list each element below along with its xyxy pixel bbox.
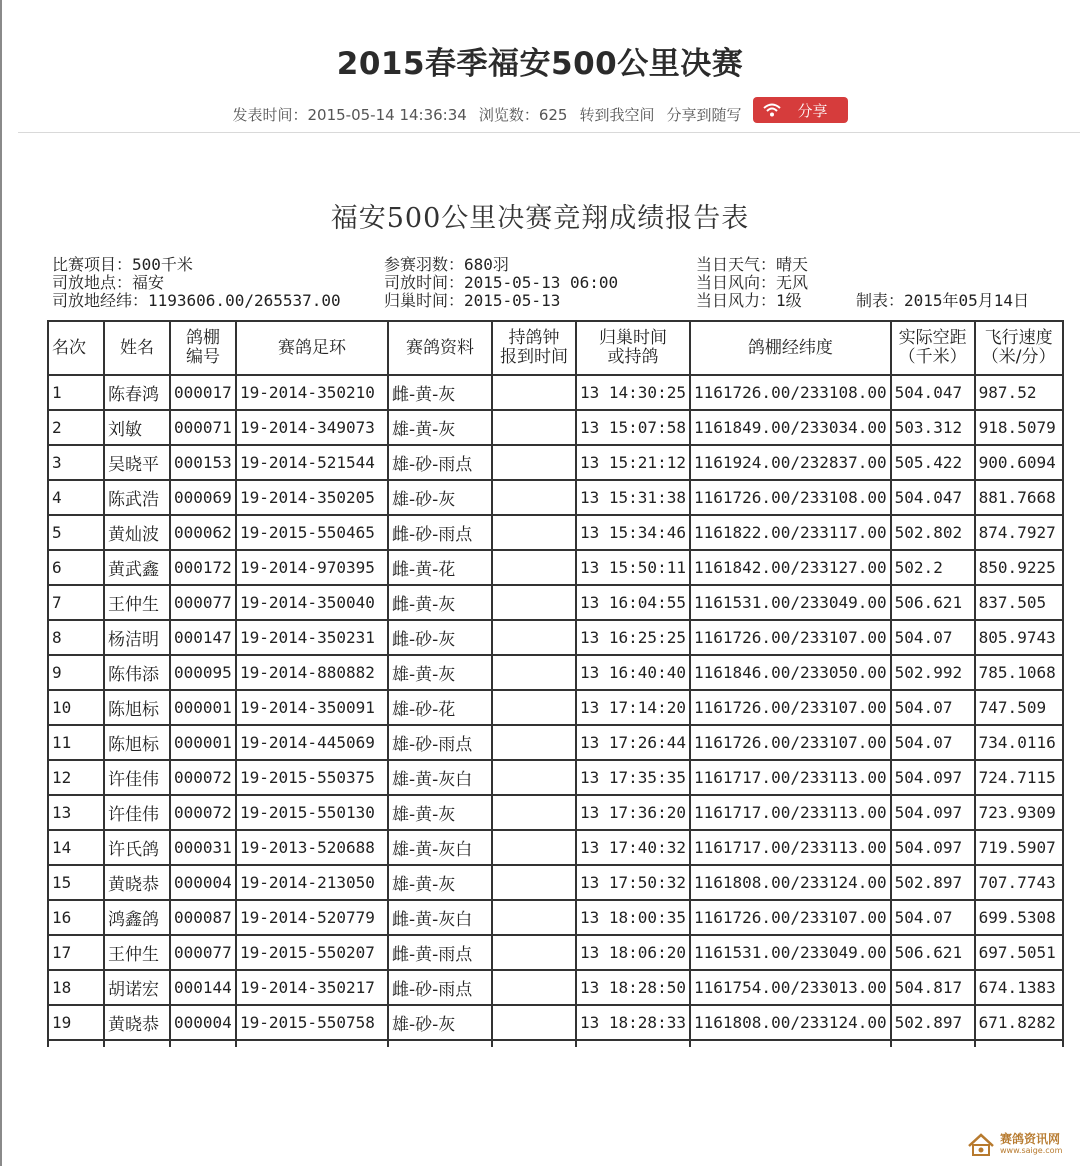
cell-speed: 881.7668	[975, 480, 1063, 515]
cell-distance: 506.621	[891, 585, 975, 620]
site-watermark	[966, 1130, 1074, 1160]
cell-arrival-time: 13 14:30:25	[576, 375, 690, 410]
cell-speed: 874.7927	[975, 515, 1063, 550]
table-row	[48, 480, 1063, 515]
cell-bird-info: 雌-砂-雨点	[388, 970, 492, 1005]
cell-arrival-time: 13 16:25:25	[576, 620, 690, 655]
cell-arrival-time: 13 15:07:58	[576, 410, 690, 445]
cell-loft-coords: 1161717.00/233113.00	[690, 830, 891, 865]
cell-loft-no: 000004	[170, 1005, 236, 1040]
watermark-site-url: www.saige.com	[1000, 1146, 1063, 1155]
cell-clock-time	[492, 970, 576, 1005]
cell-cutoff	[576, 1040, 690, 1047]
cell-cutoff	[891, 1040, 975, 1047]
table-row	[48, 865, 1063, 900]
cell-rank: 15	[48, 865, 104, 900]
cell-name: 陈旭标	[104, 690, 170, 725]
cell-distance: 502.897	[891, 865, 975, 900]
cell-bird-info: 雄-黄-灰	[388, 795, 492, 830]
article-title: 2015春季福安500公里决赛	[336, 46, 744, 82]
cell-loft-no: 000147	[170, 620, 236, 655]
cell-ring: 19-2015-550465	[236, 515, 388, 550]
cell-loft-coords: 1161726.00/233107.00	[690, 690, 891, 725]
cell-loft-coords: 1161531.00/233049.00	[690, 585, 891, 620]
info-return-time: 归巢时间：2015-05-13	[384, 291, 561, 310]
cell-bird-info: 雄-砂-雨点	[388, 445, 492, 480]
cell-name: 陈旭标	[104, 725, 170, 760]
info-wind-direction: 当日风向：无风	[696, 273, 809, 292]
cell-speed: 785.1068	[975, 655, 1063, 690]
cell-bird-info: 雌-黄-灰	[388, 375, 492, 410]
table-row-cutoff	[48, 1040, 1063, 1047]
cell-bird-info: 雌-黄-雨点	[388, 935, 492, 970]
cell-loft-no: 000031	[170, 830, 236, 865]
cell-ring: 19-2014-521544	[236, 445, 388, 480]
cell-ring: 19-2014-350040	[236, 585, 388, 620]
info-release-time: 司放时间：2015-05-13 06:00	[384, 273, 619, 292]
cell-ring: 19-2015-550207	[236, 935, 388, 970]
header-speed: 飞行速度 （米/分）	[975, 321, 1063, 375]
cell-distance: 506.621	[891, 935, 975, 970]
cell-clock-time	[492, 550, 576, 585]
cell-name: 吴晓平	[104, 445, 170, 480]
table-row	[48, 830, 1063, 865]
cell-distance: 503.312	[891, 410, 975, 445]
cell-speed: 805.9743	[975, 620, 1063, 655]
info-event: 比赛项目：500千米	[52, 255, 193, 274]
cell-arrival-time: 13 16:40:40	[576, 655, 690, 690]
cell-bird-info: 雌-砂-雨点	[388, 515, 492, 550]
cell-bird-info: 雄-黄-灰	[388, 410, 492, 445]
cell-speed: 850.9225	[975, 550, 1063, 585]
cell-distance: 504.097	[891, 760, 975, 795]
cell-ring: 19-2014-445069	[236, 725, 388, 760]
cell-loft-no: 000072	[170, 795, 236, 830]
info-weather: 当日天气：晴天	[696, 255, 809, 274]
cell-name: 胡诺宏	[104, 970, 170, 1005]
cell-clock-time	[492, 375, 576, 410]
cell-speed: 674.1383	[975, 970, 1063, 1005]
header-loft-no: 鸽棚 编号	[170, 321, 236, 375]
cell-loft-no: 000095	[170, 655, 236, 690]
cell-arrival-time: 13 17:14:20	[576, 690, 690, 725]
cell-bird-info: 雌-砂-灰	[388, 620, 492, 655]
share-button-label: 分享	[797, 101, 828, 120]
cell-loft-no: 000071	[170, 410, 236, 445]
watermark-site-name: 赛鸽资讯网	[1000, 1132, 1061, 1146]
cell-cutoff	[388, 1040, 492, 1047]
cell-rank: 1	[48, 375, 104, 410]
cell-rank: 9	[48, 655, 104, 690]
cell-name: 黄灿波	[104, 515, 170, 550]
report-title: 福安500公里决赛竞翔成绩报告表	[330, 203, 750, 234]
cell-rank: 3	[48, 445, 104, 480]
cell-speed: 918.5079	[975, 410, 1063, 445]
cell-rank: 7	[48, 585, 104, 620]
cell-loft-coords: 1161726.00/233108.00	[690, 480, 891, 515]
cell-ring: 19-2015-550130	[236, 795, 388, 830]
table-row	[48, 550, 1063, 585]
cell-loft-coords: 1161531.00/233049.00	[690, 935, 891, 970]
cell-distance: 504.047	[891, 480, 975, 515]
cell-arrival-time: 13 17:36:20	[576, 795, 690, 830]
cell-name: 王仲生	[104, 585, 170, 620]
to-my-space-link[interactable]: 转到我空间	[579, 105, 655, 124]
cell-cutoff	[170, 1040, 236, 1047]
wifi-share-icon	[763, 103, 781, 117]
table-row	[48, 760, 1063, 795]
cell-clock-time	[492, 655, 576, 690]
cell-clock-time	[492, 795, 576, 830]
share-to-note-link[interactable]: 分享到随写	[666, 105, 742, 124]
cell-name: 许佳伟	[104, 760, 170, 795]
cell-rank: 16	[48, 900, 104, 935]
cell-loft-no: 000153	[170, 445, 236, 480]
cell-loft-coords: 1161726.00/233107.00	[690, 725, 891, 760]
cell-speed: 697.5051	[975, 935, 1063, 970]
publish-time: 发表时间：2015-05-14 14:36:34	[232, 105, 467, 124]
results-table	[47, 320, 1064, 1047]
cell-arrival-time: 13 17:26:44	[576, 725, 690, 760]
cell-bird-info: 雄-砂-花	[388, 690, 492, 725]
cell-speed: 837.505	[975, 585, 1063, 620]
cell-arrival-time: 13 17:35:35	[576, 760, 690, 795]
cell-speed: 734.0116	[975, 725, 1063, 760]
article-meta-bar	[0, 96, 1080, 132]
cell-distance: 502.992	[891, 655, 975, 690]
cell-loft-no: 000077	[170, 935, 236, 970]
cell-clock-time	[492, 900, 576, 935]
cell-name: 陈武浩	[104, 480, 170, 515]
header-divider	[18, 132, 1080, 133]
table-header-row	[48, 321, 1063, 375]
cell-bird-info: 雄-黄-灰	[388, 865, 492, 900]
table-row	[48, 970, 1063, 1005]
cell-bird-info: 雄-黄-灰	[388, 655, 492, 690]
cell-bird-info: 雌-黄-花	[388, 550, 492, 585]
cell-loft-coords: 1161924.00/232837.00	[690, 445, 891, 480]
info-column-1	[52, 256, 341, 310]
cell-rank: 17	[48, 935, 104, 970]
cell-ring: 19-2015-550375	[236, 760, 388, 795]
header-bird-info: 赛鸽资料	[388, 321, 492, 375]
info-wind-force: 当日风力：1级	[696, 291, 802, 310]
info-column-3	[696, 256, 808, 310]
left-border	[0, 0, 2, 1166]
cell-loft-coords: 1161726.00/233107.00	[690, 900, 891, 935]
cell-cutoff	[975, 1040, 1063, 1047]
table-row	[48, 655, 1063, 690]
header-rank: 名次	[48, 321, 104, 375]
table-row	[48, 410, 1063, 445]
cell-loft-no: 000004	[170, 865, 236, 900]
cell-loft-no: 000062	[170, 515, 236, 550]
cell-ring: 19-2014-880882	[236, 655, 388, 690]
cell-arrival-time: 13 15:34:46	[576, 515, 690, 550]
cell-loft-coords: 1161808.00/233124.00	[690, 865, 891, 900]
cell-rank: 4	[48, 480, 104, 515]
cell-name: 许佳伟	[104, 795, 170, 830]
info-release-place: 司放地点：福安	[52, 273, 165, 292]
header-clock-time: 持鸽钟 报到时间	[492, 321, 576, 375]
info-made-date: 制表：2015年05月14日	[856, 291, 1030, 310]
cell-clock-time	[492, 865, 576, 900]
info-column-2	[384, 256, 618, 310]
cell-bird-info: 雌-黄-灰白	[388, 900, 492, 935]
table-row	[48, 375, 1063, 410]
cell-cutoff	[690, 1040, 891, 1047]
cell-ring: 19-2015-550758	[236, 1005, 388, 1040]
cell-speed: 747.509	[975, 690, 1063, 725]
cell-arrival-time: 13 16:04:55	[576, 585, 690, 620]
cell-loft-no: 000087	[170, 900, 236, 935]
cell-distance: 505.422	[891, 445, 975, 480]
cell-clock-time	[492, 410, 576, 445]
cell-rank: 8	[48, 620, 104, 655]
view-count: 浏览数：625	[478, 105, 568, 124]
cell-loft-coords: 1161717.00/233113.00	[690, 795, 891, 830]
cell-loft-coords: 1161842.00/233127.00	[690, 550, 891, 585]
cell-clock-time	[492, 690, 576, 725]
cell-loft-coords: 1161808.00/233124.00	[690, 1005, 891, 1040]
header-name: 姓名	[104, 321, 170, 375]
cell-rank: 19	[48, 1005, 104, 1040]
cell-ring: 19-2014-350210	[236, 375, 388, 410]
cell-clock-time	[492, 445, 576, 480]
cell-arrival-time: 13 18:06:20	[576, 935, 690, 970]
cell-distance: 504.07	[891, 725, 975, 760]
cell-distance: 504.817	[891, 970, 975, 1005]
cell-rank: 5	[48, 515, 104, 550]
cell-arrival-time: 13 15:50:11	[576, 550, 690, 585]
cell-loft-no: 000001	[170, 725, 236, 760]
cell-clock-time	[492, 725, 576, 760]
cell-name: 杨洁明	[104, 620, 170, 655]
cell-arrival-time: 13 15:31:38	[576, 480, 690, 515]
cell-bird-info: 雄-砂-灰	[388, 1005, 492, 1040]
cell-distance: 504.07	[891, 620, 975, 655]
info-entries: 参赛羽数：680羽	[384, 255, 509, 274]
cell-clock-time	[492, 935, 576, 970]
cell-clock-time	[492, 515, 576, 550]
cell-rank: 12	[48, 760, 104, 795]
cell-loft-no: 000072	[170, 760, 236, 795]
cell-arrival-time: 13 18:28:33	[576, 1005, 690, 1040]
cell-distance: 504.07	[891, 900, 975, 935]
cell-name: 黄武鑫	[104, 550, 170, 585]
table-row	[48, 515, 1063, 550]
cell-rank: 2	[48, 410, 104, 445]
cell-ring: 19-2013-520688	[236, 830, 388, 865]
header-distance: 实际空距 （千米）	[891, 321, 975, 375]
cell-loft-no: 000144	[170, 970, 236, 1005]
cell-speed: 719.5907	[975, 830, 1063, 865]
cell-ring: 19-2014-350091	[236, 690, 388, 725]
table-row	[48, 795, 1063, 830]
cell-loft-coords: 1161846.00/233050.00	[690, 655, 891, 690]
cell-speed: 699.5308	[975, 900, 1063, 935]
cell-distance: 502.2	[891, 550, 975, 585]
cell-cutoff	[236, 1040, 388, 1047]
cell-loft-no: 000077	[170, 585, 236, 620]
cell-rank: 6	[48, 550, 104, 585]
cell-arrival-time: 13 17:50:32	[576, 865, 690, 900]
cell-ring: 19-2014-970395	[236, 550, 388, 585]
cell-loft-no: 000017	[170, 375, 236, 410]
cell-ring: 19-2014-350231	[236, 620, 388, 655]
cell-bird-info: 雄-砂-雨点	[388, 725, 492, 760]
cell-ring: 19-2014-349073	[236, 410, 388, 445]
cell-bird-info: 雄-黄-灰白	[388, 830, 492, 865]
cell-clock-time	[492, 620, 576, 655]
cell-loft-coords: 1161822.00/233117.00	[690, 515, 891, 550]
cell-loft-coords: 1161754.00/233013.00	[690, 970, 891, 1005]
cell-speed: 707.7743	[975, 865, 1063, 900]
cell-cutoff	[104, 1040, 170, 1047]
watermark-text	[1000, 1133, 1062, 1157]
cell-ring: 19-2014-350205	[236, 480, 388, 515]
cell-name: 刘敏	[104, 410, 170, 445]
share-button[interactable]	[753, 97, 847, 123]
cell-rank: 18	[48, 970, 104, 1005]
cell-bird-info: 雄-黄-灰白	[388, 760, 492, 795]
cell-distance: 504.047	[891, 375, 975, 410]
cell-speed: 723.9309	[975, 795, 1063, 830]
header-arrival: 归巢时间 或持鸽	[576, 321, 690, 375]
cell-loft-coords: 1161717.00/233113.00	[690, 760, 891, 795]
header-ring: 赛鸽足环	[236, 321, 388, 375]
cell-clock-time	[492, 1005, 576, 1040]
cell-loft-coords: 1161726.00/233107.00	[690, 620, 891, 655]
table-row	[48, 900, 1063, 935]
cell-name: 鸿鑫鸽	[104, 900, 170, 935]
info-release-coords: 司放地经纬：1193606.00/265537.00	[52, 291, 341, 310]
cell-name: 王仲生	[104, 935, 170, 970]
cell-distance: 504.07	[891, 690, 975, 725]
cell-loft-no: 000001	[170, 690, 236, 725]
table-row	[48, 585, 1063, 620]
cell-rank: 11	[48, 725, 104, 760]
cell-loft-no: 000172	[170, 550, 236, 585]
cell-distance: 502.897	[891, 1005, 975, 1040]
table-row	[48, 725, 1063, 760]
cell-rank: 13	[48, 795, 104, 830]
cell-clock-time	[492, 480, 576, 515]
cell-speed: 900.6094	[975, 445, 1063, 480]
cell-name: 黄晓恭	[104, 1005, 170, 1040]
cell-cutoff	[48, 1040, 104, 1047]
cell-speed: 724.7115	[975, 760, 1063, 795]
cell-speed: 987.52	[975, 375, 1063, 410]
cell-ring: 19-2014-520779	[236, 900, 388, 935]
cell-cutoff	[492, 1040, 576, 1047]
cell-arrival-time: 13 17:40:32	[576, 830, 690, 865]
table-row	[48, 690, 1063, 725]
cell-loft-no: 000069	[170, 480, 236, 515]
cell-loft-coords: 1161726.00/233108.00	[690, 375, 891, 410]
cell-bird-info: 雄-砂-灰	[388, 480, 492, 515]
cell-name: 许氏鸽	[104, 830, 170, 865]
cell-ring: 19-2014-350217	[236, 970, 388, 1005]
cell-arrival-time: 13 15:21:12	[576, 445, 690, 480]
table-row	[48, 1005, 1063, 1040]
cell-name: 陈伟添	[104, 655, 170, 690]
header-loft-coords: 鸽棚经纬度	[690, 321, 891, 375]
cell-arrival-time: 13 18:00:35	[576, 900, 690, 935]
cell-name: 黄晓恭	[104, 865, 170, 900]
cell-loft-coords: 1161849.00/233034.00	[690, 410, 891, 445]
cell-rank: 10	[48, 690, 104, 725]
cell-distance: 502.802	[891, 515, 975, 550]
cell-distance: 504.097	[891, 795, 975, 830]
cell-ring: 19-2014-213050	[236, 865, 388, 900]
cell-arrival-time: 13 18:28:50	[576, 970, 690, 1005]
cell-rank: 14	[48, 830, 104, 865]
cell-clock-time	[492, 585, 576, 620]
table-row	[48, 935, 1063, 970]
cell-clock-time	[492, 760, 576, 795]
table-row	[48, 445, 1063, 480]
cell-speed: 671.8282	[975, 1005, 1063, 1040]
cell-name: 陈春鸿	[104, 375, 170, 410]
cell-bird-info: 雌-黄-灰	[388, 585, 492, 620]
cell-distance: 504.097	[891, 830, 975, 865]
table-row	[48, 620, 1063, 655]
results-body	[48, 375, 1063, 1047]
pigeon-house-logo-icon	[966, 1132, 996, 1158]
cell-clock-time	[492, 830, 576, 865]
